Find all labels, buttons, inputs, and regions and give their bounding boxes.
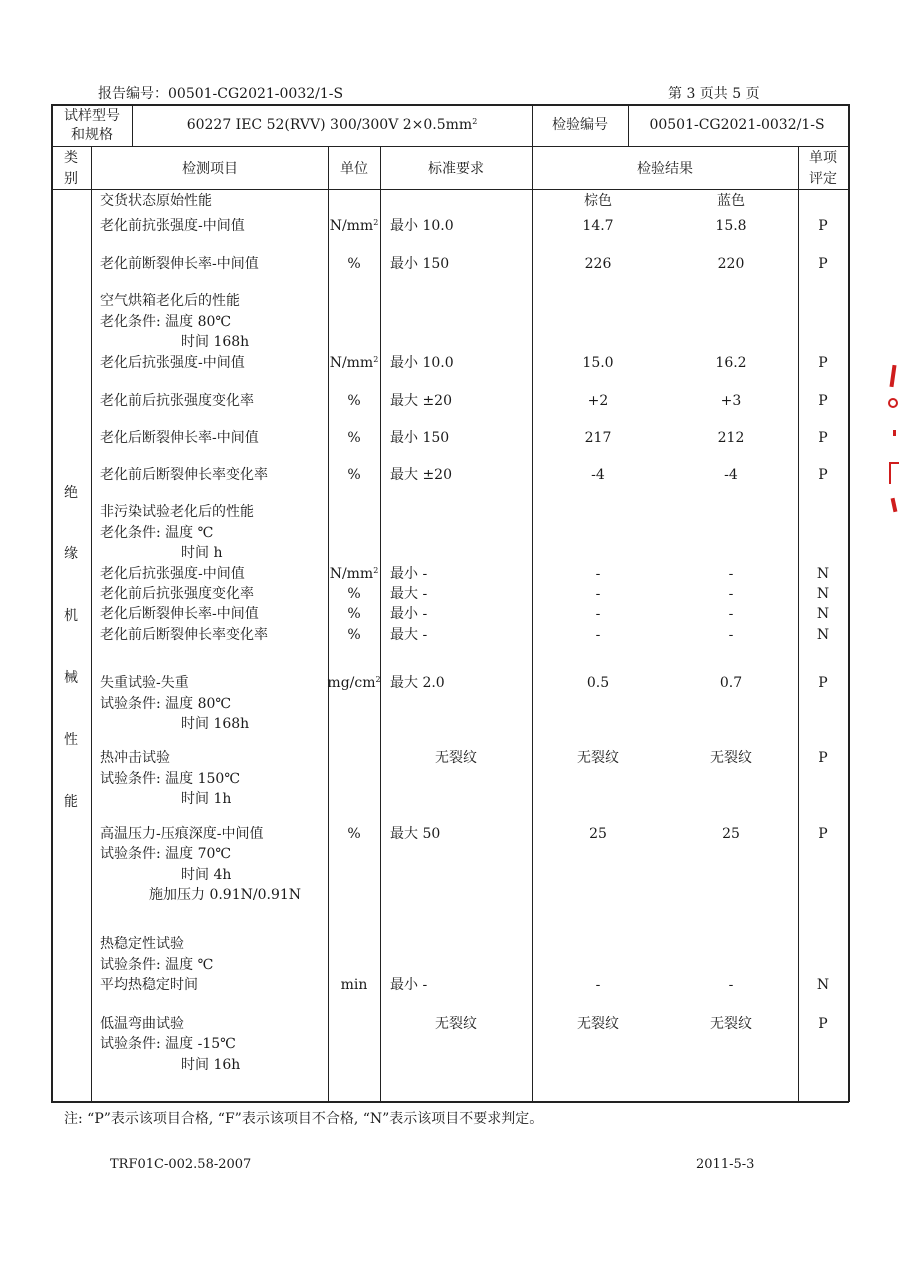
row-result-blue: 0.7 bbox=[719, 675, 743, 691]
row-unit-text: N/mm bbox=[329, 566, 374, 582]
row-unit bbox=[330, 218, 379, 234]
row-unit bbox=[347, 393, 360, 409]
row-result-brown: 无裂纹 bbox=[577, 1016, 619, 1032]
row-unit bbox=[347, 606, 360, 622]
row-standard: 最小 10.0 bbox=[390, 218, 454, 234]
row-result-blue: 25 bbox=[722, 826, 740, 842]
row-unit-text: min bbox=[340, 977, 368, 993]
row-unit-text: N/mm bbox=[329, 355, 374, 371]
row-standard: 最大 - bbox=[390, 586, 428, 602]
table-divider bbox=[91, 146, 92, 1102]
row-unit-text: % bbox=[347, 627, 361, 643]
report-number-value: 00501-CG2021-0032/1-S bbox=[168, 86, 344, 102]
row-standard: 最小 - bbox=[390, 977, 428, 993]
row-verdict: N bbox=[816, 977, 830, 993]
row-verdict: P bbox=[818, 826, 828, 842]
legend-note: 注: “P”表示该项目合格, “F”表示该项目不合格, “N”表示该项目不要求判定。 bbox=[64, 1111, 544, 1127]
row-item: 时间 16h bbox=[181, 1057, 241, 1073]
row-unit bbox=[347, 627, 360, 643]
row-item: 交货状态原始性能 bbox=[100, 193, 212, 209]
row-item: 失重试验-失重 bbox=[100, 675, 189, 691]
row-unit-text: % bbox=[347, 826, 361, 842]
row-unit-text: N/mm bbox=[329, 218, 374, 234]
row-item: 试验条件: 温度 80℃ bbox=[100, 696, 232, 712]
row-item: 老化后抗张强度-中间值 bbox=[100, 355, 245, 371]
table-border-right bbox=[848, 104, 850, 1102]
color-header-blue: 蓝色 bbox=[717, 193, 745, 209]
table-border-bottom bbox=[51, 1101, 849, 1103]
row-standard: 最大 50 bbox=[390, 826, 441, 842]
header-category-line1: 类 bbox=[64, 150, 78, 166]
row-result-brown: 14.7 bbox=[582, 218, 614, 234]
row-item: 非污染试验老化后的性能 bbox=[100, 504, 254, 520]
header-verdict-line2: 评定 bbox=[809, 171, 837, 187]
table-divider bbox=[328, 146, 329, 1102]
row-result-brown: 217 bbox=[584, 430, 612, 446]
row-unit bbox=[330, 566, 379, 582]
header-verdict-line1: 单项 bbox=[809, 150, 837, 166]
row-result-blue: - bbox=[728, 627, 734, 643]
row-item: 试验条件: 温度 70℃ bbox=[100, 846, 232, 862]
row-item: 热冲击试验 bbox=[100, 750, 170, 766]
row-unit bbox=[347, 430, 360, 446]
header-unit: 单位 bbox=[340, 161, 368, 177]
row-item: 时间 168h bbox=[181, 716, 250, 732]
row-unit-text: % bbox=[347, 606, 361, 622]
row-item: 老化后断裂伸长率-中间值 bbox=[100, 606, 259, 622]
row-standard: 最小 - bbox=[390, 566, 428, 582]
row-unit-sup: 2 bbox=[373, 218, 379, 227]
row-item: 时间 h bbox=[181, 545, 223, 561]
row-verdict: P bbox=[818, 1016, 828, 1032]
row-unit bbox=[327, 675, 380, 691]
row-standard: 最小 150 bbox=[390, 430, 450, 446]
spec-label-line2: 和规格 bbox=[71, 127, 113, 143]
row-unit-sup: 2 bbox=[373, 355, 379, 364]
row-unit-text: % bbox=[347, 586, 361, 602]
row-item: 时间 168h bbox=[181, 334, 250, 350]
row-item: 老化前断裂伸长率-中间值 bbox=[100, 256, 259, 272]
table-divider bbox=[532, 104, 533, 1102]
row-result-brown: 0.5 bbox=[586, 675, 610, 691]
row-result-brown: - bbox=[595, 566, 601, 582]
header-standard: 标准要求 bbox=[428, 161, 484, 177]
row-item: 老化条件: 温度 ℃ bbox=[100, 525, 214, 541]
row-item: 老化前后断裂伸长率变化率 bbox=[100, 467, 268, 483]
row-item: 时间 4h bbox=[181, 867, 232, 883]
row-item: 高温压力-压痕深度-中间值 bbox=[100, 826, 264, 842]
row-unit-text: % bbox=[347, 393, 361, 409]
row-standard: 最大 - bbox=[390, 627, 428, 643]
row-item: 平均热稳定时间 bbox=[100, 977, 198, 993]
row-item: 老化后抗张强度-中间值 bbox=[100, 566, 245, 582]
row-standard: 最小 - bbox=[390, 606, 428, 622]
row-item: 时间 1h bbox=[181, 791, 232, 807]
category-char: 缘 bbox=[64, 546, 78, 562]
row-result-brown: 15.0 bbox=[582, 355, 614, 371]
row-standard: 最大 ±20 bbox=[390, 393, 452, 409]
row-result-blue: 无裂纹 bbox=[710, 1016, 752, 1032]
row-unit bbox=[347, 826, 360, 842]
table-divider bbox=[798, 146, 799, 1102]
row-unit-text: % bbox=[347, 467, 361, 483]
row-verdict: P bbox=[818, 355, 828, 371]
row-item: 试验条件: 温度 150℃ bbox=[100, 771, 240, 787]
row-unit bbox=[347, 586, 360, 602]
spec-label-line1: 试样型号 bbox=[64, 108, 120, 124]
spec-value bbox=[187, 117, 478, 133]
row-result-brown: 25 bbox=[589, 826, 607, 842]
row-result-blue: 15.8 bbox=[715, 218, 747, 234]
row-result-brown: - bbox=[595, 606, 601, 622]
row-unit-text: mg/cm bbox=[327, 675, 376, 691]
color-header-brown: 棕色 bbox=[584, 193, 612, 209]
row-result-brown: 226 bbox=[584, 256, 612, 272]
row-verdict: P bbox=[818, 256, 828, 272]
category-char: 绝 bbox=[64, 485, 78, 501]
row-standard: 无裂纹 bbox=[435, 1016, 477, 1032]
spec-value-sup: 2 bbox=[472, 117, 478, 126]
header-item: 检测项目 bbox=[182, 161, 238, 177]
row-result-brown: -4 bbox=[591, 467, 605, 483]
page-info: 第 3 页共 5 页 bbox=[668, 86, 760, 102]
row-unit bbox=[341, 977, 368, 993]
row-standard: 最小 10.0 bbox=[390, 355, 454, 371]
row-result-blue: 无裂纹 bbox=[710, 750, 752, 766]
row-item: 老化前抗张强度-中间值 bbox=[100, 218, 245, 234]
form-code: TRF01C-002.58-2007 bbox=[110, 1157, 252, 1172]
row-unit-text: % bbox=[347, 430, 361, 446]
row-result-blue: - bbox=[728, 586, 734, 602]
row-result-blue: 212 bbox=[717, 430, 745, 446]
row-result-blue: - bbox=[728, 977, 734, 993]
row-verdict: P bbox=[818, 467, 828, 483]
row-verdict: N bbox=[816, 627, 830, 643]
table-divider bbox=[51, 146, 849, 147]
row-unit bbox=[347, 467, 360, 483]
row-verdict: N bbox=[816, 606, 830, 622]
row-verdict: P bbox=[818, 393, 828, 409]
row-standard: 最大 2.0 bbox=[390, 675, 445, 691]
row-verdict: N bbox=[816, 566, 830, 582]
row-result-blue: 220 bbox=[717, 256, 745, 272]
row-unit-text: % bbox=[347, 256, 361, 272]
row-unit-sup: 2 bbox=[375, 675, 381, 684]
report-number-label: 报告编号： bbox=[98, 86, 168, 102]
row-result-blue: - bbox=[728, 566, 734, 582]
row-item: 老化前后抗张强度变化率 bbox=[100, 586, 254, 602]
row-item: 施加压力 0.91N/0.91N bbox=[149, 887, 302, 903]
category-char: 能 bbox=[64, 794, 78, 810]
row-item: 热稳定性试验 bbox=[100, 936, 184, 952]
inspection-label: 检验编号 bbox=[552, 117, 608, 133]
report-number bbox=[98, 83, 343, 103]
row-result-blue: +3 bbox=[720, 393, 742, 409]
row-item: 空气烘箱老化后的性能 bbox=[100, 293, 240, 309]
category-char: 械 bbox=[64, 670, 78, 686]
header-category-line2: 别 bbox=[64, 171, 78, 187]
inspection-number: 00501-CG2021-0032/1-S bbox=[649, 117, 825, 133]
row-result-brown: 无裂纹 bbox=[577, 750, 619, 766]
row-item: 老化后断裂伸长率-中间值 bbox=[100, 430, 259, 446]
row-standard: 无裂纹 bbox=[435, 750, 477, 766]
row-unit bbox=[347, 256, 360, 272]
row-result-brown: +2 bbox=[587, 393, 609, 409]
category-char: 性 bbox=[64, 732, 78, 748]
row-result-brown: - bbox=[595, 977, 601, 993]
row-result-blue: -4 bbox=[724, 467, 738, 483]
row-verdict: P bbox=[818, 218, 828, 234]
row-standard: 最大 ±20 bbox=[390, 467, 452, 483]
row-item: 老化前后抗张强度变化率 bbox=[100, 393, 254, 409]
row-verdict: N bbox=[816, 586, 830, 602]
row-result-blue: - bbox=[728, 606, 734, 622]
row-standard: 最小 150 bbox=[390, 256, 450, 272]
form-date: 2011-5-3 bbox=[696, 1157, 755, 1172]
header-result: 检验结果 bbox=[637, 161, 693, 177]
spec-value-text: 60227 IEC 52(RVV) 300/300V 2×0.5mm bbox=[186, 117, 473, 133]
row-result-brown: - bbox=[595, 627, 601, 643]
row-result-blue: 16.2 bbox=[715, 355, 747, 371]
row-unit-sup: 2 bbox=[373, 566, 379, 575]
table-divider bbox=[51, 189, 849, 190]
row-unit bbox=[330, 355, 379, 371]
table-divider bbox=[380, 146, 381, 1102]
row-result-brown: - bbox=[595, 586, 601, 602]
row-verdict: P bbox=[818, 750, 828, 766]
row-item: 老化前后断裂伸长率变化率 bbox=[100, 627, 268, 643]
row-item: 试验条件: 温度 ℃ bbox=[100, 957, 214, 973]
row-item: 低温弯曲试验 bbox=[100, 1016, 184, 1032]
row-item: 试验条件: 温度 -15℃ bbox=[100, 1036, 236, 1052]
table-divider bbox=[132, 104, 133, 146]
table-divider bbox=[628, 104, 629, 146]
row-verdict: P bbox=[818, 430, 828, 446]
row-item: 老化条件: 温度 80℃ bbox=[100, 314, 232, 330]
row-verdict: P bbox=[818, 675, 828, 691]
table-border-top bbox=[51, 104, 849, 106]
table-border-left bbox=[51, 104, 53, 1102]
category-char: 机 bbox=[64, 608, 78, 624]
